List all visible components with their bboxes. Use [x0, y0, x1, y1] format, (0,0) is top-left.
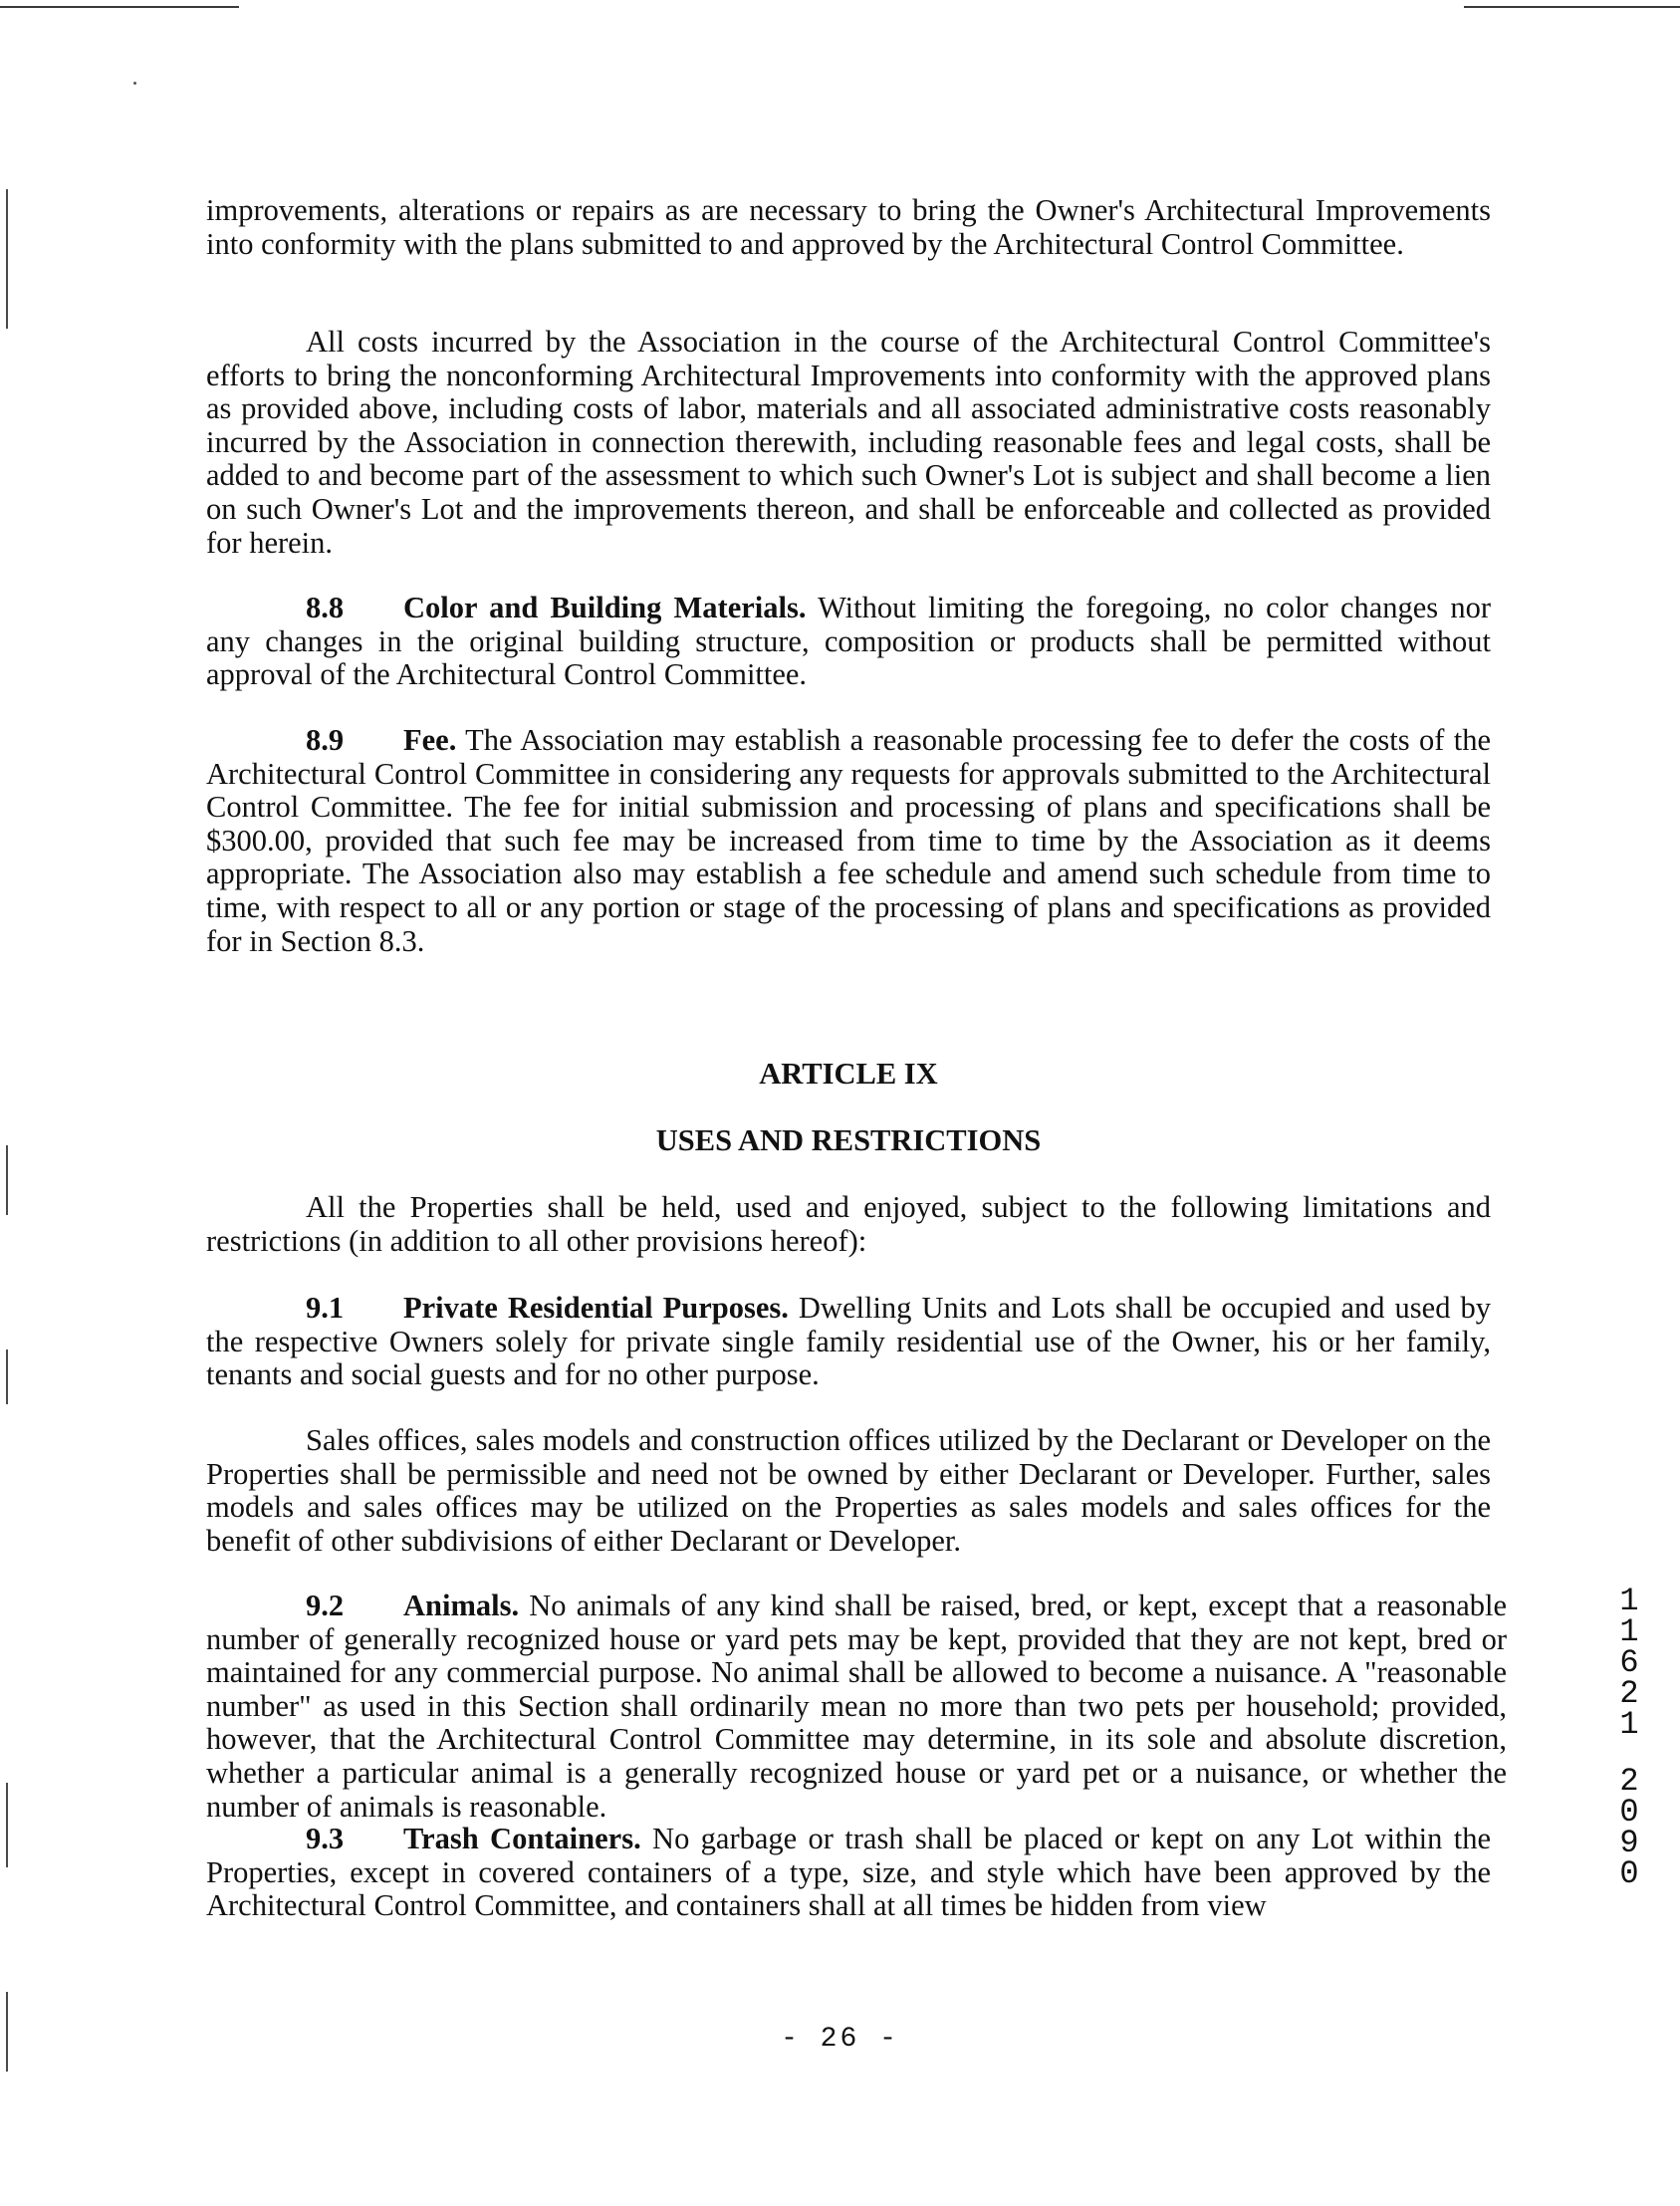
scan-line-top-right: [1464, 6, 1680, 8]
stamp-digit: 1: [1619, 1583, 1639, 1619]
section-number: 8.8: [306, 591, 345, 624]
scan-margin-mark: [6, 1783, 8, 1867]
recording-stamp: [1609, 1583, 1649, 1892]
section-text: No garbage or trash shall be placed or kept on any Lot within the Properties, except in covered containers of a type, size, and style which have been approved by the Architectural Control Committee, and containers shall at all times be hidden from view: [206, 1822, 1491, 1923]
section-number: 8.9: [306, 723, 345, 757]
scan-line-top-left: [0, 6, 239, 8]
section-8-9: [206, 724, 1491, 958]
stamp-digit: 2: [1619, 1675, 1639, 1712]
page-number: - 26 -: [781, 2024, 899, 2055]
section-text: Dwelling Units and Lots shall be occupied and used by the respective Owners solely for private single family residential use of the Owner, his or her family, tenants and social guests and for no other purpose.: [206, 1291, 1491, 1392]
section-text: The Association may establish a reasonable processing fee to defer the costs of the Architectural Control Committee in considering any requests for approvals submitted to the Architectural Control Committee. The fee for initial submission and processing of plans and specifications shall be $300.00, provided that such fee may be increased from time to time by the Association as it deems appropriate. The Association also may establish a fee schedule and amend such schedule from time to time, with respect to all or any portion or stage of the processing of plans and specifications as provided for in Section 8.3.: [206, 723, 1491, 958]
section-title: Trash Containers.: [403, 1822, 641, 1855]
article-heading: ARTICLE IX: [759, 1057, 938, 1091]
stamp-digit: 1: [1619, 1706, 1639, 1743]
sales-offices-paragraph: Sales offices, sales models and construction offices utilized by the Declarant or Developer on the Properties shall be permissible and need not be owned by either Declarant or Developer. Further, sales models and sales offices may be utilized on the Properties as sales models and sales offices for the benefit of other subdivisions of either Declarant or Developer.: [206, 1423, 1491, 1558]
article-intro: All the Properties shall be held, used and enjoyed, subject to the following limitations and restrictions (in addition to all other provisions hereof):: [206, 1190, 1491, 1258]
section-title: Fee.: [403, 723, 457, 757]
section-9-1: [206, 1292, 1491, 1392]
scan-margin-mark: [6, 189, 8, 329]
section-number: 9.2: [306, 1589, 345, 1622]
section-9-2: [206, 1590, 1507, 1824]
scan-margin-mark: [6, 1145, 8, 1215]
section-title: Color and Building Materials.: [403, 591, 807, 624]
stamp-digit: 0: [1619, 1794, 1639, 1831]
section-number: 9.1: [306, 1291, 345, 1325]
section-text: No animals of any kind shall be raised, bred, or kept, except that a reasonable number of generally recognized house or yard pets may be kept, provided that they are not kept, bred or maintained for any commercial purpose. No animal shall be allowed to become a nuisance. A "reasonable number" as used in this Section shall ordinarily mean no more than two pets per household; provided, however, that the Architectural Control Committee may determine, in its sole and absolute discretion, whether a particular animal is a generally recognized house or yard pet or a nuisance, or whether the number of animals is reasonable.: [206, 1589, 1507, 1824]
section-title: Animals.: [403, 1589, 520, 1622]
stamp-digit: 2: [1619, 1763, 1639, 1800]
section-text: Without limiting the foregoing, no color changes nor any changes in the original building structure, composition or products shall be permitted without approval of the Architectural Control Committee.: [206, 591, 1491, 692]
scan-speck: [133, 82, 136, 85]
stamp-digit: 0: [1619, 1855, 1639, 1892]
section-number: 9.3: [306, 1822, 345, 1855]
scan-margin-mark: [6, 1349, 8, 1404]
stamp-digit: 6: [1619, 1644, 1639, 1681]
continuation-paragraph: improvements, alterations or repairs as are necessary to bring the Owner's Architectural Improvements into conformity with the plans submitted to and approved by the Architectural Control Committee.: [206, 193, 1491, 261]
article-title: USES AND RESTRICTIONS: [655, 1123, 1042, 1157]
section-title: Private Residential Purposes.: [403, 1291, 789, 1325]
stamp-digit: 1: [1619, 1613, 1639, 1650]
stamp-digit: 9: [1619, 1825, 1639, 1861]
costs-paragraph: All costs incurred by the Association in the course of the Architectural Control Committee's efforts to bring the nonconforming Architectural Improvements into conformity with the approved plans as provided above, including costs of labor, materials and all associated administrative costs reasonably incurred by the Association in connection therewith, including reasonable fees and legal costs, shall be added to and become part of the assessment to which such Owner's Lot is subject and shall become a lien on such Owner's Lot and the improvements thereon, and shall be enforceable and collected as provided for herein.: [206, 325, 1491, 560]
section-8-8: [206, 592, 1491, 692]
section-9-3: [206, 1823, 1491, 1923]
